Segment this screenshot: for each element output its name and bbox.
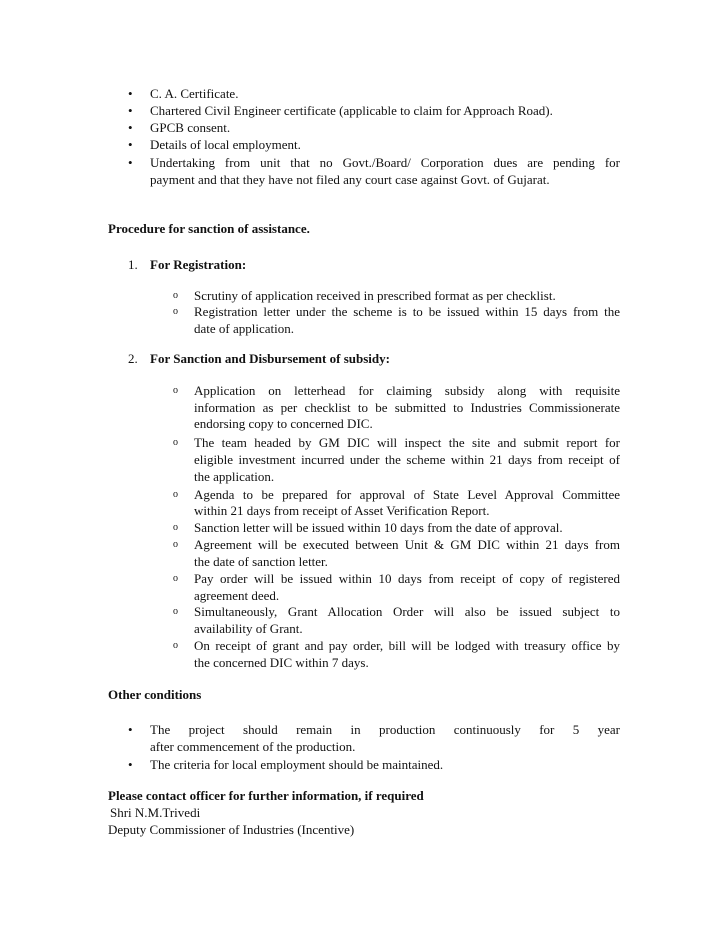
- list-item-line: Agreement will be executed between Unit & GM DIC within 21 days from: [194, 537, 620, 552]
- list-item: Details of local employment.: [150, 137, 301, 152]
- list-item-line: Simultaneously, Grant Allocation Order will also be issued subject to: [194, 604, 620, 619]
- list-item-line: Application on letterhead for claiming subsidy along with requisite: [194, 383, 620, 398]
- bullet-icon: •: [128, 86, 133, 101]
- list-item-line: after commencement of the production.: [150, 739, 356, 754]
- section-title: For Registration:: [150, 257, 247, 272]
- list-item-line: Registration letter under the scheme is to be issued within 15 days from the: [194, 304, 620, 319]
- list-item: Scrutiny of application received in prescribed format as per checklist.: [194, 288, 556, 303]
- section-number: 2.: [128, 351, 138, 366]
- list-item-line: eligible investment incurred under the scheme within 21 days from receipt of: [194, 452, 620, 467]
- list-item-line: Pay order will be issued within 10 days from receipt of copy of registered: [194, 571, 620, 586]
- bullet-icon: •: [128, 120, 133, 135]
- bullet-icon: •: [128, 155, 133, 170]
- circle-bullet-icon: o: [173, 539, 178, 550]
- list-item-line: availability of Grant.: [194, 621, 303, 636]
- bullet-icon: •: [128, 722, 133, 737]
- list-item-line: agreement deed.: [194, 588, 280, 603]
- bullet-icon: •: [128, 757, 133, 772]
- circle-bullet-icon: o: [173, 640, 178, 651]
- circle-bullet-icon: o: [173, 306, 178, 317]
- list-item-line: endorsing copy to concerned DIC.: [194, 416, 373, 431]
- procedure-heading: Procedure for sanction of assistance.: [108, 221, 310, 236]
- list-item-line: The project should remain in production continuously for 5 year: [150, 722, 620, 737]
- list-item-line: Agenda to be prepared for approval of State Level Approval Committee: [194, 487, 620, 502]
- section-title: For Sanction and Disbursement of subsidy:: [150, 351, 390, 366]
- circle-bullet-icon: o: [173, 437, 178, 448]
- list-item-line: the concerned DIC within 7 days.: [194, 655, 369, 670]
- list-item-line: within 21 days from receipt of Asset Verification Report.: [194, 503, 490, 518]
- list-item-line: Undertaking from unit that no Govt./Board/ Corporation dues are pending for: [150, 155, 620, 170]
- list-item-line: the application.: [194, 469, 275, 484]
- bullet-icon: •: [128, 137, 133, 152]
- section-number: 1.: [128, 257, 138, 272]
- contact-heading: Please contact officer for further information, if required: [108, 788, 424, 803]
- list-item-line: the date of sanction letter.: [194, 554, 328, 569]
- contact-name: Shri N.M.Trivedi: [110, 805, 201, 820]
- circle-bullet-icon: o: [173, 489, 178, 500]
- list-item: C. A. Certificate.: [150, 86, 239, 101]
- list-item: The criteria for local employment should be maintained.: [150, 757, 444, 772]
- circle-bullet-icon: o: [173, 385, 178, 396]
- circle-bullet-icon: o: [173, 606, 178, 617]
- circle-bullet-icon: o: [173, 522, 178, 533]
- list-item-line: payment and that they have not filed any court case against Govt. of Gujarat.: [150, 172, 550, 187]
- bullet-icon: •: [128, 103, 133, 118]
- list-item-line: date of application.: [194, 321, 294, 336]
- circle-bullet-icon: o: [173, 290, 178, 301]
- contact-designation: Deputy Commissioner of Industries (Incentive): [108, 822, 355, 837]
- circle-bullet-icon: o: [173, 573, 178, 584]
- list-item-line: information as per checklist to be submitted to Industries Commissionerate: [194, 400, 620, 415]
- list-item-line: The team headed by GM DIC will inspect the site and submit report for: [194, 435, 620, 450]
- other-conditions-heading: Other conditions: [108, 687, 202, 702]
- list-item: Chartered Civil Engineer certificate (applicable to claim for Approach Road).: [150, 103, 553, 118]
- list-item: GPCB consent.: [150, 120, 231, 135]
- list-item-line: On receipt of grant and pay order, bill will be lodged with treasury office by: [194, 638, 620, 653]
- list-item: Sanction letter will be issued within 10 days from the date of approval.: [194, 520, 563, 535]
